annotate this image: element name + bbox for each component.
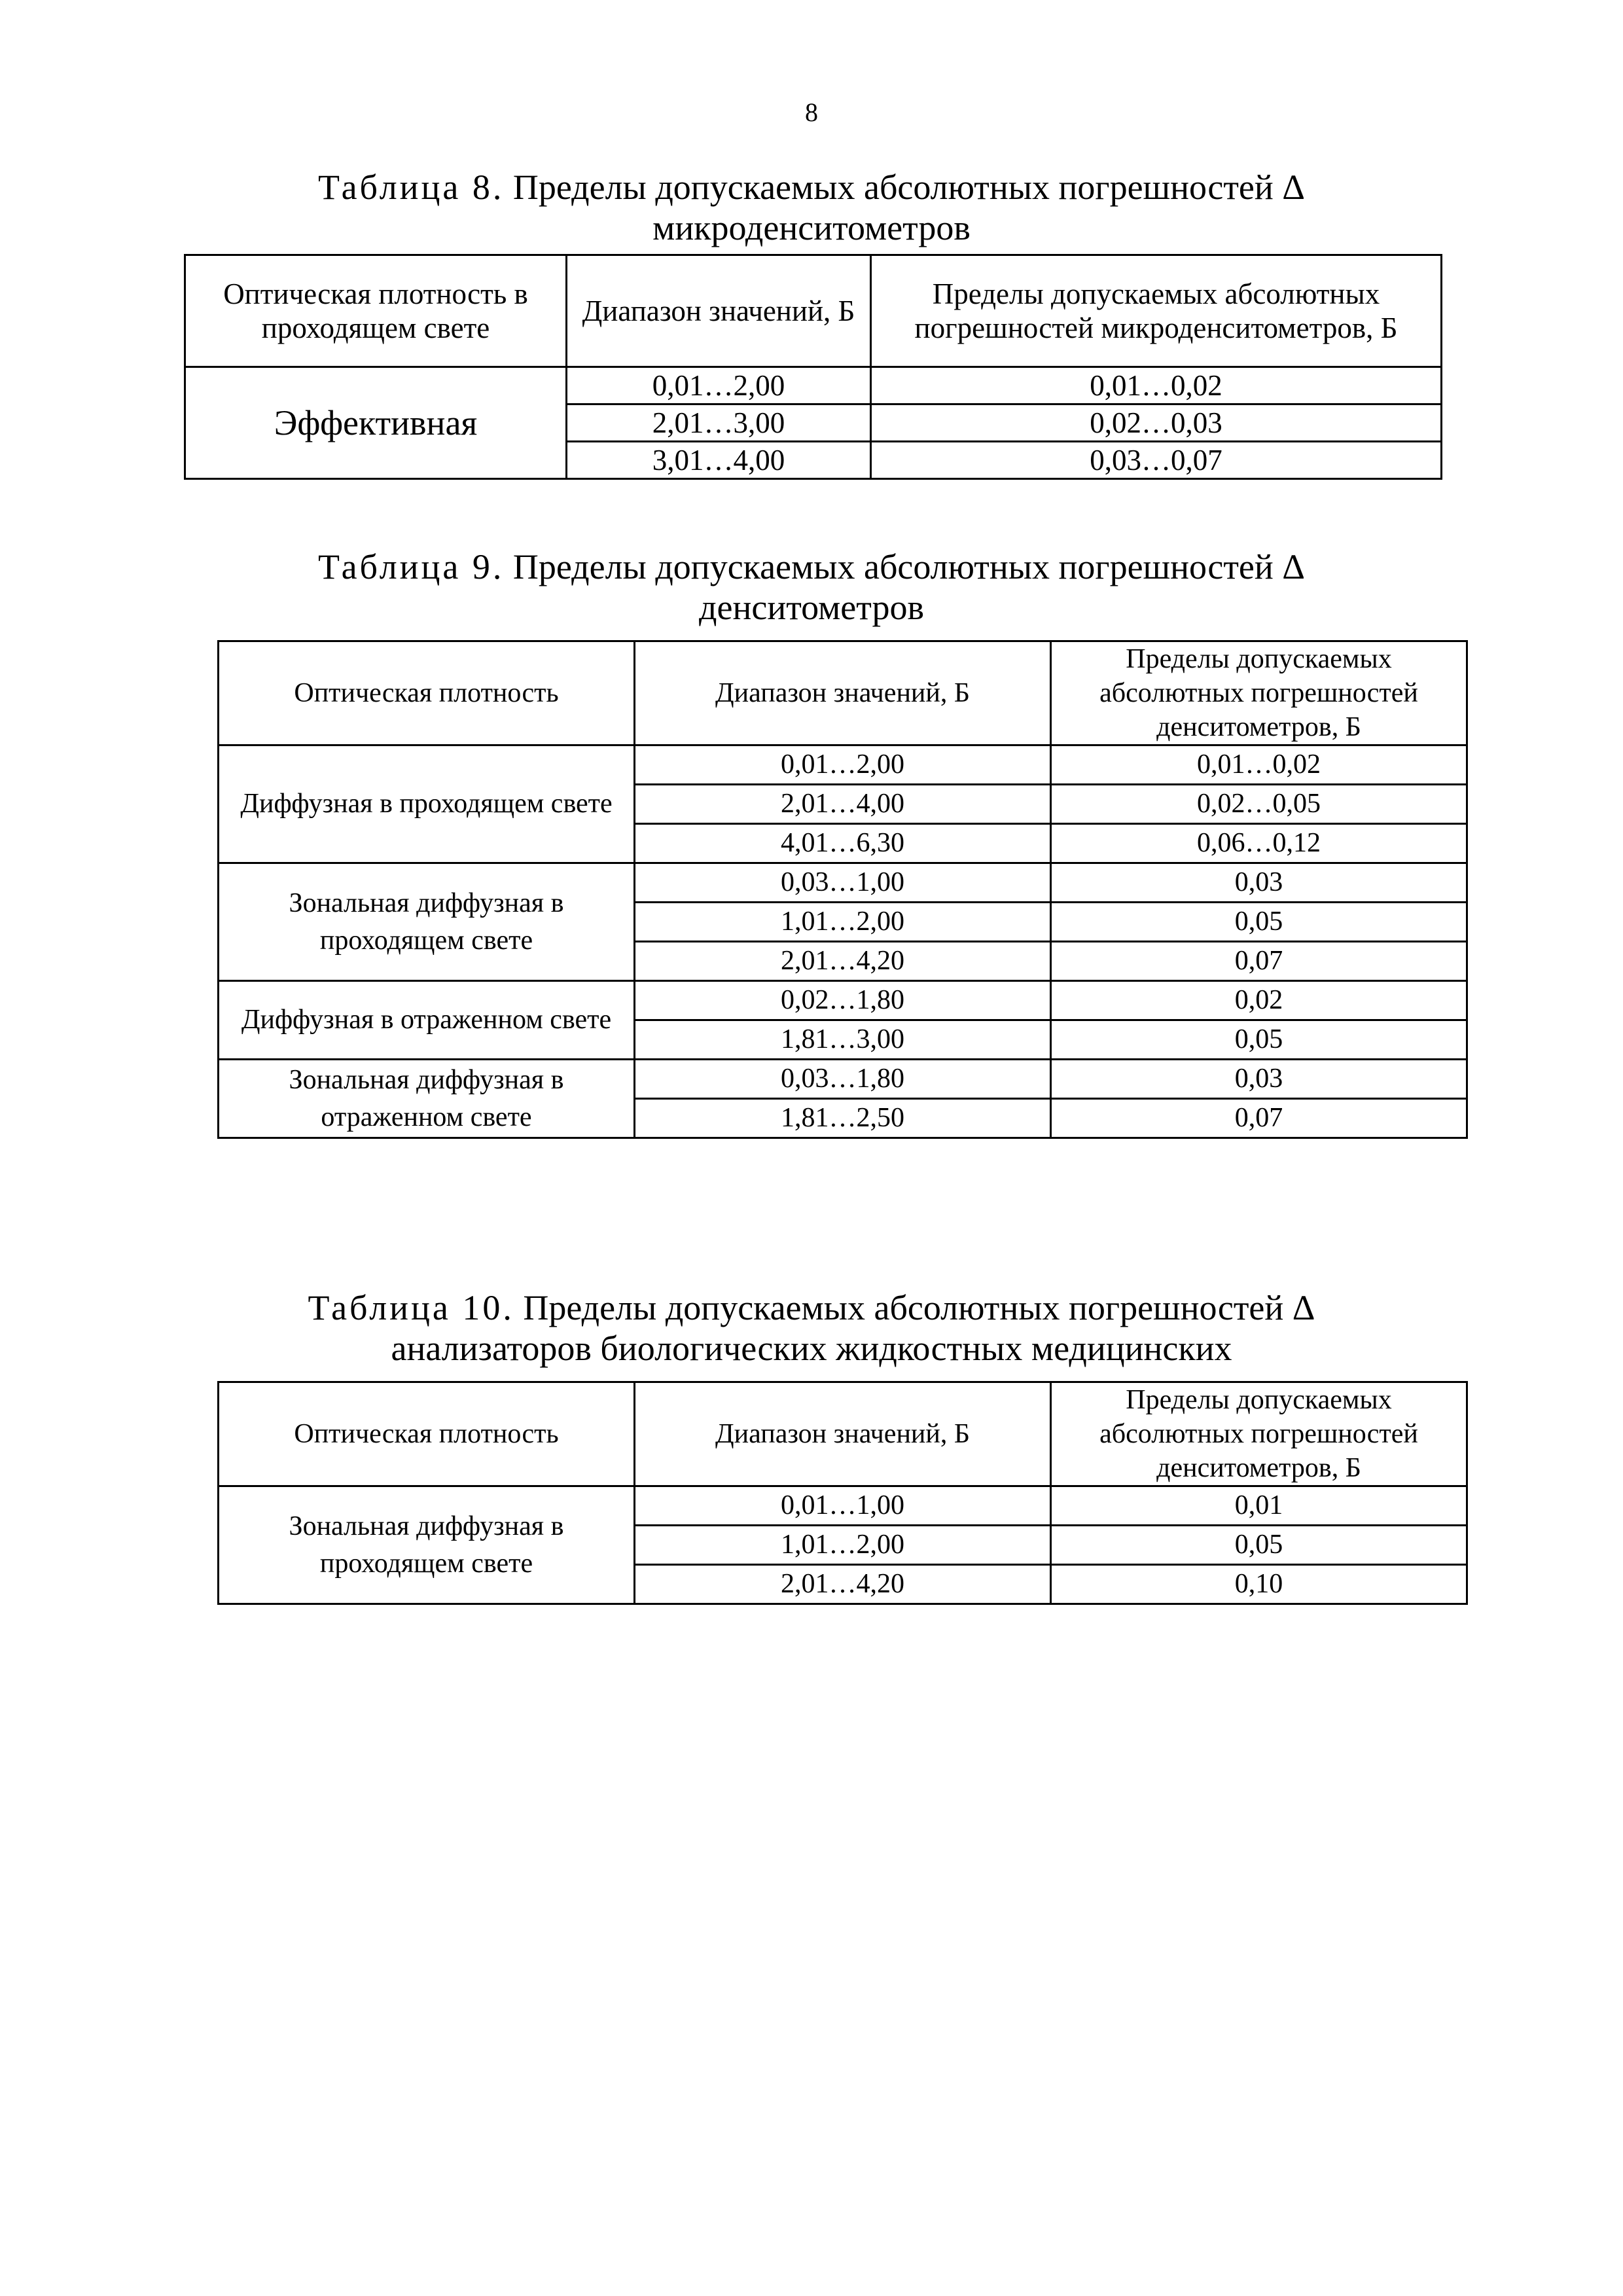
table-9-header-range: Диапазон значений, Б bbox=[635, 641, 1051, 745]
table-cell-limit: 0,05 bbox=[1051, 903, 1467, 942]
table-10-header-row bbox=[219, 1382, 1467, 1486]
table-cell-range: 2,01…3,00 bbox=[567, 404, 871, 442]
table-cell-limit: 0,02…0,03 bbox=[871, 404, 1442, 442]
table-10-header-density: Оптическая плотность bbox=[219, 1382, 635, 1486]
table-cell-range: 0,02…1,80 bbox=[635, 981, 1051, 1020]
table-cell-limit: 0,03 bbox=[1051, 1060, 1467, 1099]
table-cell-limit: 0,01 bbox=[1051, 1486, 1467, 1526]
table-10-title-rest: Пределы допускаемых абсолютных погрешностей Δ bbox=[514, 1288, 1315, 1327]
table-cell-range: 0,03…1,80 bbox=[635, 1060, 1051, 1099]
table-10-header-range: Диапазон значений, Б bbox=[635, 1382, 1051, 1486]
table-cell-range: 4,01…6,30 bbox=[635, 824, 1051, 863]
table-cell-limit: 0,03…0,07 bbox=[871, 442, 1442, 479]
table-cell-range: 1,81…2,50 bbox=[635, 1099, 1051, 1138]
table-cell-range: 2,01…4,20 bbox=[635, 1565, 1051, 1604]
table-9-title-rest: Пределы допускаемых абсолютных погрешностей Δ bbox=[504, 547, 1306, 586]
table-cell-limit: 0,01…0,02 bbox=[1051, 745, 1467, 785]
table-cell-limit: 0,03 bbox=[1051, 863, 1467, 903]
table-9-title-line2: денситометров bbox=[699, 588, 924, 627]
table-10-title bbox=[183, 1287, 1440, 1369]
table-9-header-limits: Пределы допускаемых абсолютных погрешностей денситометров, Б bbox=[1051, 641, 1467, 745]
table-cell-limit: 0,05 bbox=[1051, 1526, 1467, 1565]
table-row bbox=[219, 981, 1467, 1020]
table-8-header-limits: Пределы допускаемых абсолютных погрешностей микроденситометров, Б bbox=[871, 255, 1442, 367]
table-8-header-range: Диапазон значений, Б bbox=[567, 255, 871, 367]
table-cell-limit: 0,10 bbox=[1051, 1565, 1467, 1604]
table-9-title bbox=[183, 547, 1440, 628]
table-8-group-label: Эффективная bbox=[185, 367, 567, 479]
table-cell-limit: 0,01…0,02 bbox=[871, 367, 1442, 404]
table-cell-range: 1,01…2,00 bbox=[635, 1526, 1051, 1565]
table-8-header-density: Оптическая плотность в проходящем свете bbox=[185, 255, 567, 367]
table-9-header-density: Оптическая плотность bbox=[219, 641, 635, 745]
table-9-header-row bbox=[219, 641, 1467, 745]
table-row bbox=[219, 745, 1467, 785]
table-9-title-prefix: Таблица 9. bbox=[317, 547, 505, 586]
table-row bbox=[219, 863, 1467, 903]
table-9-group-label: Диффузная в проходящем свете bbox=[219, 745, 635, 863]
table-10 bbox=[217, 1381, 1468, 1605]
table-9-group-label: Зональная диффузная в проходящем свете bbox=[219, 863, 635, 981]
table-8-title bbox=[183, 167, 1440, 248]
table-8-title-prefix: Таблица 8. bbox=[317, 168, 505, 207]
table-cell-range: 1,81…3,00 bbox=[635, 1020, 1051, 1060]
table-row bbox=[185, 367, 1442, 404]
table-8-title-line2: микроденситометров bbox=[652, 208, 971, 247]
table-cell-limit: 0,05 bbox=[1051, 1020, 1467, 1060]
table-8-title-rest: Пределы допускаемых абсолютных погрешностей Δ bbox=[504, 168, 1306, 207]
table-9-group-label: Диффузная в отраженном свете bbox=[219, 981, 635, 1060]
table-cell-range: 3,01…4,00 bbox=[567, 442, 871, 479]
table-10-header-limits: Пределы допускаемых абсолютных погрешностей денситометров, Б bbox=[1051, 1382, 1467, 1486]
table-10-group-label: Зональная диффузная в проходящем свете bbox=[219, 1486, 635, 1604]
table-10-title-line2: анализаторов биологических жидкостных медицинских bbox=[391, 1329, 1232, 1368]
table-cell-limit: 0,07 bbox=[1051, 1099, 1467, 1138]
page-number: 8 bbox=[805, 98, 818, 127]
table-8 bbox=[184, 254, 1442, 480]
table-cell-limit: 0,06…0,12 bbox=[1051, 824, 1467, 863]
table-9-group-label: Зональная диффузная в отраженном свете bbox=[219, 1060, 635, 1138]
table-cell-range: 0,01…2,00 bbox=[635, 745, 1051, 785]
table-cell-range: 0,03…1,00 bbox=[635, 863, 1051, 903]
table-9 bbox=[217, 640, 1468, 1139]
table-10-title-prefix: Таблица 10. bbox=[308, 1288, 514, 1327]
table-cell-limit: 0,02…0,05 bbox=[1051, 785, 1467, 824]
table-row bbox=[219, 1486, 1467, 1526]
table-8-header-row bbox=[185, 255, 1442, 367]
table-cell-range: 2,01…4,00 bbox=[635, 785, 1051, 824]
table-cell-range: 2,01…4,20 bbox=[635, 942, 1051, 981]
table-cell-range: 1,01…2,00 bbox=[635, 903, 1051, 942]
table-cell-range: 0,01…1,00 bbox=[635, 1486, 1051, 1526]
table-cell-limit: 0,02 bbox=[1051, 981, 1467, 1020]
table-cell-limit: 0,07 bbox=[1051, 942, 1467, 981]
table-row bbox=[219, 1060, 1467, 1099]
table-cell-range: 0,01…2,00 bbox=[567, 367, 871, 404]
